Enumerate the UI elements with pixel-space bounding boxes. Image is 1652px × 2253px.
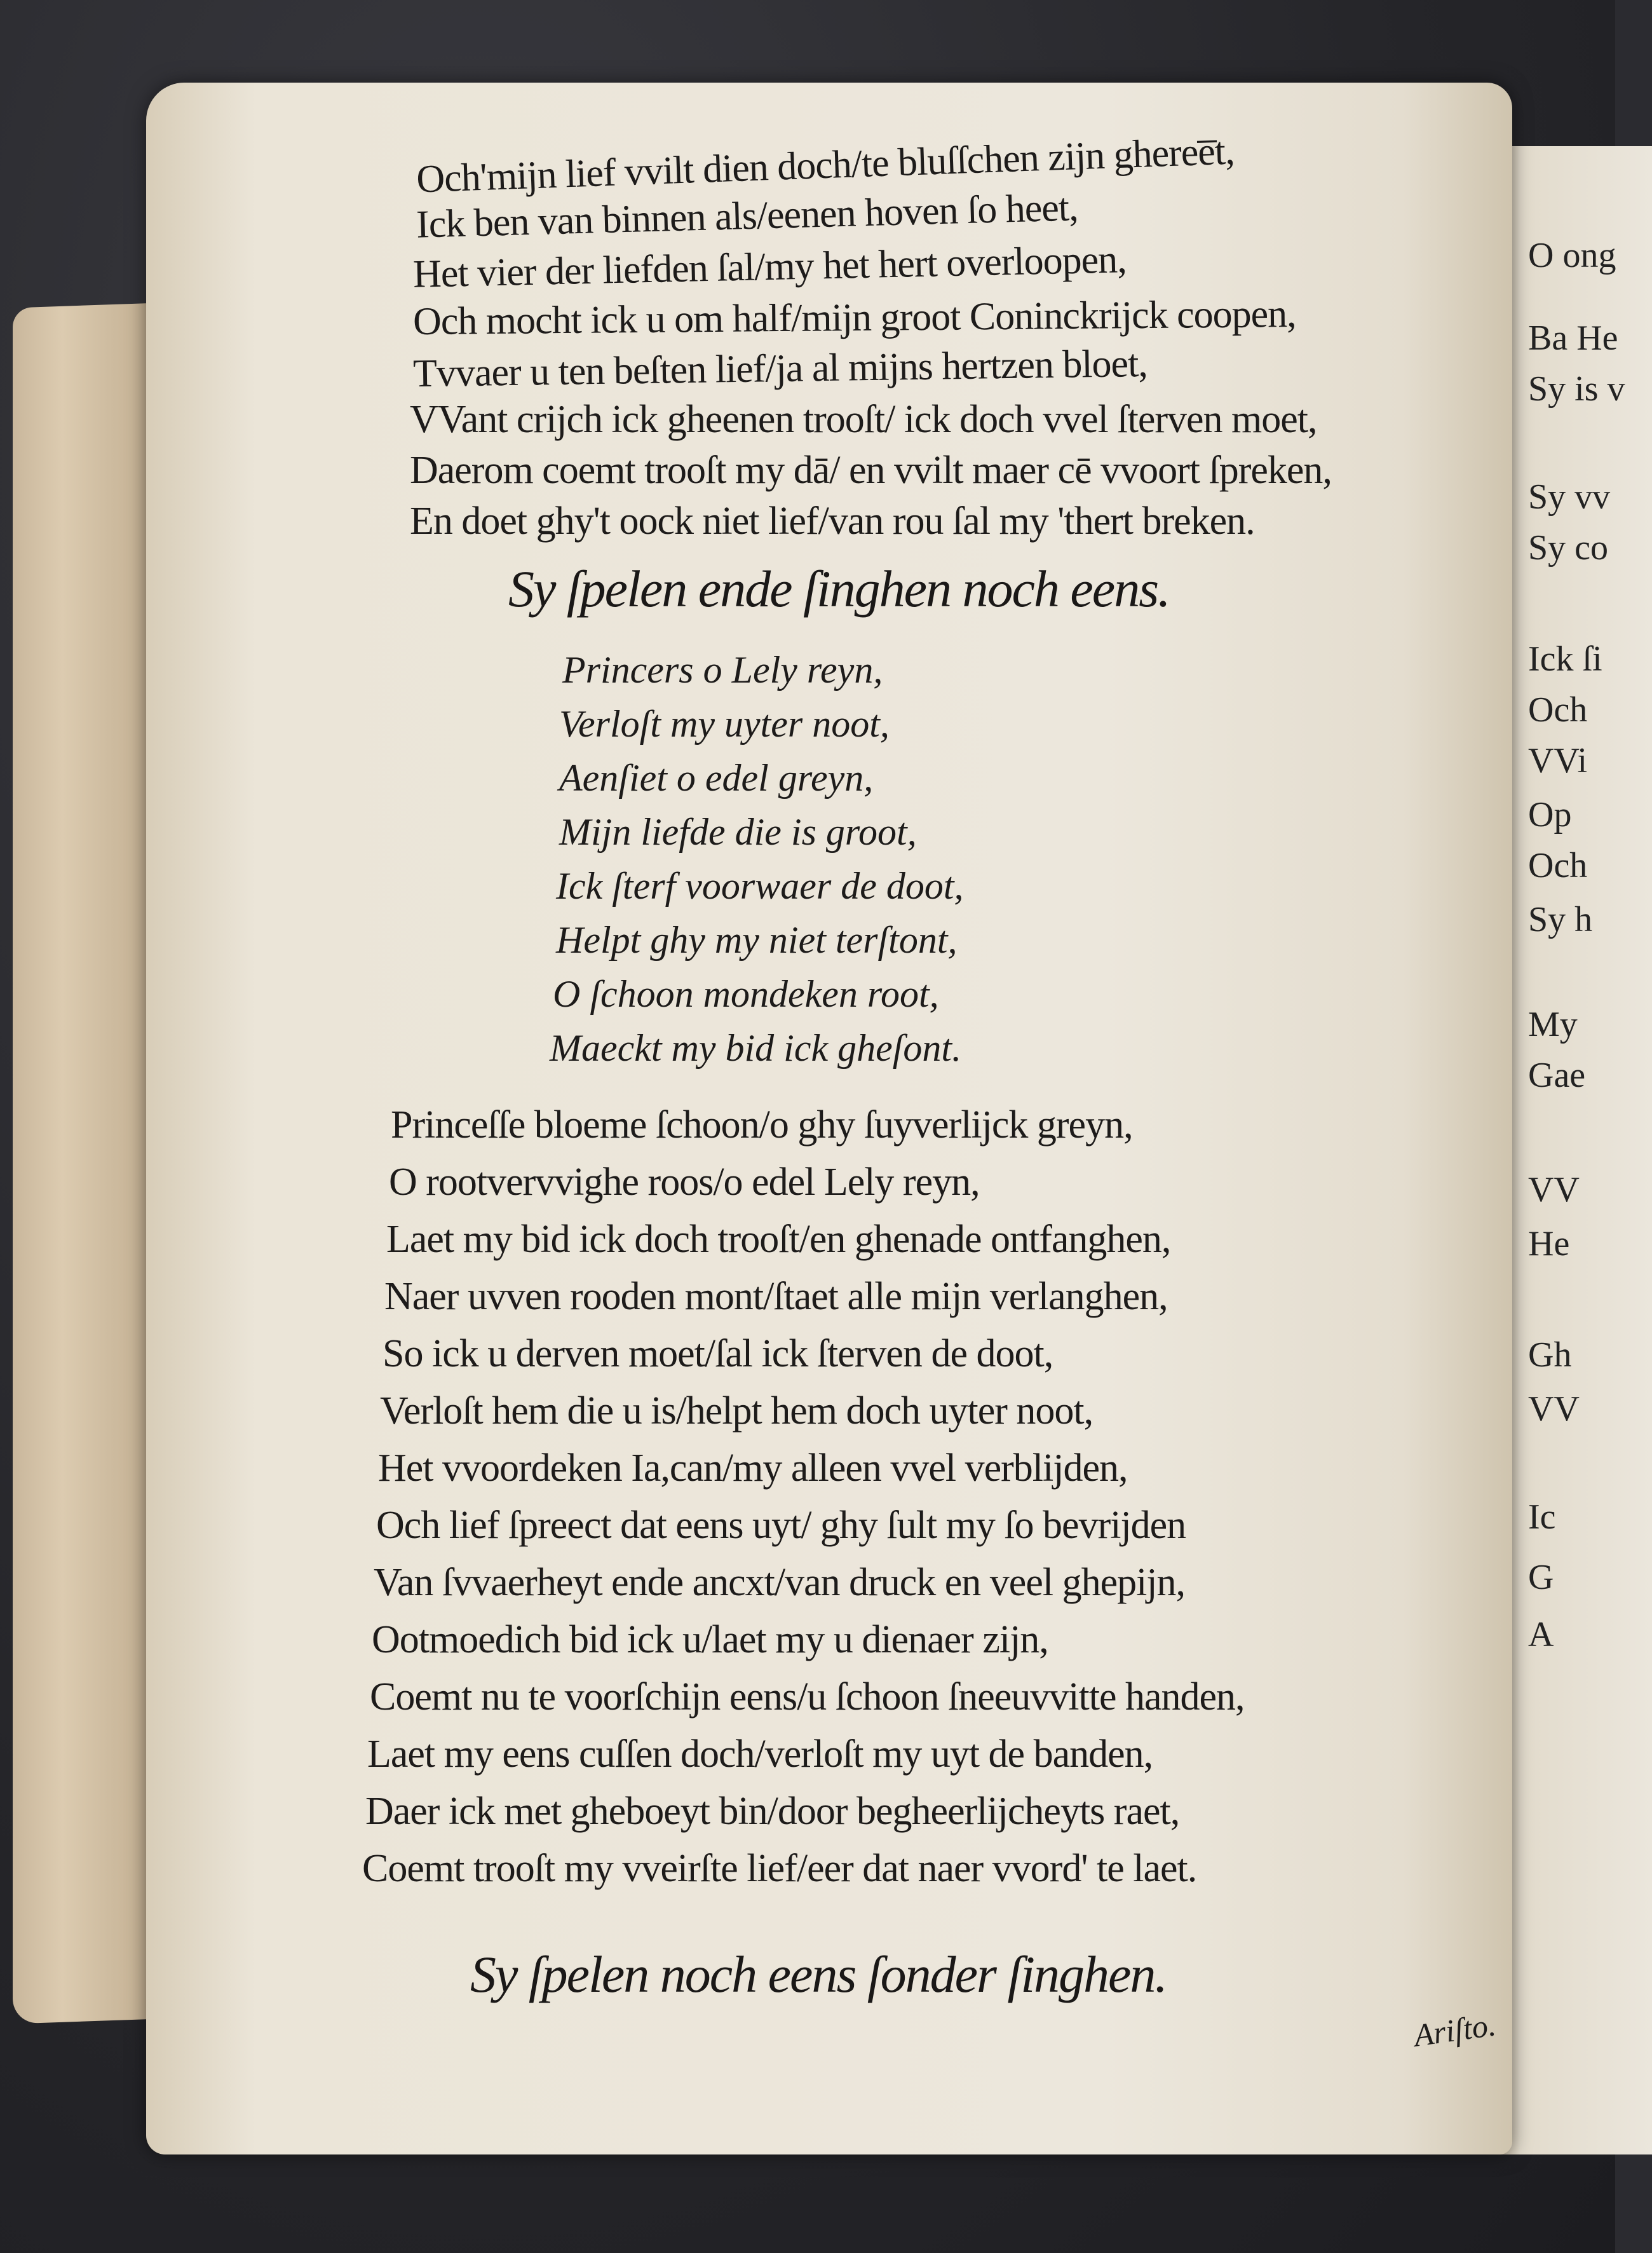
facing-line: G xyxy=(1528,1558,1554,1597)
facing-line: Ic xyxy=(1528,1497,1556,1537)
facing-line: Och xyxy=(1528,690,1588,730)
verse-line: Naer uvven rooden mont/ſtaet alle mijn verlanghen, xyxy=(384,1275,1168,1318)
facing-line: Gae xyxy=(1528,1056,1586,1095)
facing-line: Ick ſi xyxy=(1528,639,1602,679)
facing-line: Ba He xyxy=(1528,318,1618,358)
facing-line: Sy h xyxy=(1528,900,1593,939)
facing-line: He xyxy=(1528,1224,1570,1263)
verse-line: VVant crijch ick gheenen trooſt/ ick doch vvel ſterven moet, xyxy=(410,398,1317,441)
facing-line: O ong xyxy=(1528,236,1616,275)
facing-line: My xyxy=(1528,1005,1578,1044)
verse-line: Princeſſe bloeme ſchoon/o ghy ſuyverlijck greyn, xyxy=(391,1103,1133,1147)
verse-line: So ick u derven moet/ſal ick ſterven de doot, xyxy=(383,1332,1053,1375)
verse-line: Och'mijn lief vvilt dien doch/te bluſſchen zijn gheree̅t, xyxy=(416,129,1235,201)
song-line: Princers o Lely reyn, xyxy=(562,649,883,691)
facing-line: Sy vv xyxy=(1528,477,1611,517)
verse-line: Daerom coemt trooſt my dā/ en vvilt maer cē vvoort ſpreken, xyxy=(410,449,1332,492)
verse-line: Het vvoordeken Ia,can/my alleen vvel verblijden, xyxy=(378,1446,1128,1490)
facing-line: Sy co xyxy=(1528,528,1608,568)
song-line: Ick ſterf voorwaer de doot, xyxy=(556,865,964,907)
verse-line: Verloſt hem die u is/helpt hem doch uyter noot, xyxy=(380,1389,1093,1433)
song-line: O ſchoon mondeken root, xyxy=(553,973,939,1015)
song-line: Maeckt my bid ick gheſont. xyxy=(550,1027,962,1069)
verse-line: Van ſvvaerheyt ende ancxt/van druck en veel ghepijn, xyxy=(374,1561,1186,1604)
facing-line: Sy is v xyxy=(1528,369,1625,409)
verse-line: Laet my eens cuſſen doch/verloſt my uyt de banden, xyxy=(367,1732,1153,1776)
verse-line: Ick ben van binnen als/eenen hoven ſo heet, xyxy=(416,186,1079,247)
stage-direction-heading: Sy ſpelen noch eens ſonder ſinghen. xyxy=(470,1945,1167,2003)
verse-line: Het vier der liefden ſal/my het hert overloopen, xyxy=(412,238,1127,296)
verse-line: En doet ghy't oock niet lief/van rou ſal my 'thert breken. xyxy=(410,500,1255,543)
facing-line: A xyxy=(1528,1615,1554,1654)
verse-line: Ootmoedich bid ick u/laet my u dienaer zijn, xyxy=(372,1618,1048,1661)
song-line: Verloſt my uyter noot, xyxy=(559,703,890,745)
facing-line: VV xyxy=(1528,1170,1580,1209)
song-line: Helpt ghy my niet terſtont, xyxy=(556,919,958,961)
catchword: Ariſto. xyxy=(1411,2006,1498,2053)
facing-line: Och xyxy=(1528,846,1588,885)
verse-line: Coemt trooſt my vveirſte lief/eer dat naer vvord' te laet. xyxy=(362,1847,1197,1890)
facing-line: VVi xyxy=(1528,741,1588,780)
song-line: Aenſiet o edel greyn, xyxy=(559,757,874,799)
verse-line: Coemt nu te voorſchijn eens/u ſchoon ſneeuvvitte handen, xyxy=(370,1675,1245,1719)
facing-line: VV xyxy=(1528,1389,1580,1429)
verse-line: Laet my bid ick doch trooſt/en ghenade ontfanghen, xyxy=(386,1218,1171,1261)
verse-line: O rootvervvighe roos/o edel Lely reyn, xyxy=(389,1161,980,1204)
verse-line: Och lief ſpreect dat eens uyt/ ghy ſult my ſo bevrijden xyxy=(376,1504,1186,1547)
song-line: Mijn liefde die is groot, xyxy=(559,811,917,853)
verse-line: Daer ick met gheboeyt bin/door begheerlijcheyts raet, xyxy=(365,1790,1180,1833)
verse-line: Och mocht ick u om half/mijn groot Coninckrijck coopen, xyxy=(412,292,1296,344)
stage-direction-heading: Sy ſpelen ende ſinghen noch eens. xyxy=(508,560,1170,618)
verse-line: Tvvaer u ten beſten lief/ja al mijns hertzen bloet, xyxy=(412,341,1148,396)
facing-line: Gh xyxy=(1528,1335,1572,1375)
facing-line: Op xyxy=(1528,795,1572,834)
